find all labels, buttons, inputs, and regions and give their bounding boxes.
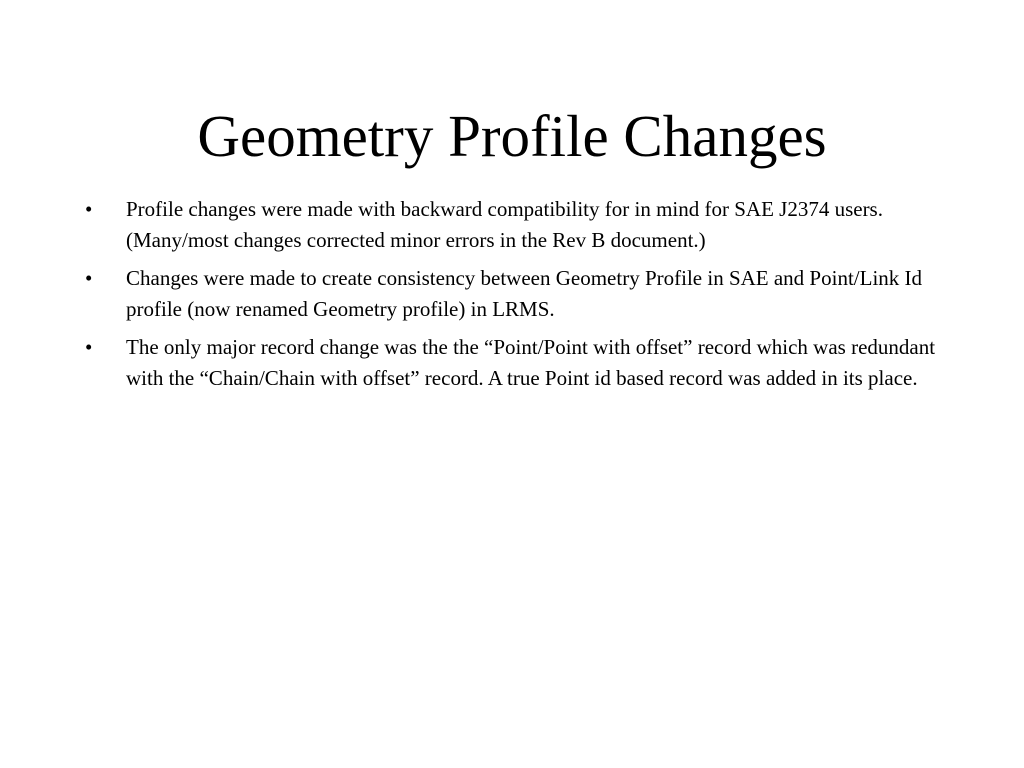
bullet-text: The only major record change was the the “Point/Point with offset” record which was redundant with the “Chain/Chain with offset” record. A true Point id based record was added in its place. xyxy=(126,335,936,390)
bullet-item xyxy=(85,332,945,394)
bullet-icon: • xyxy=(85,197,93,221)
bullet-item xyxy=(85,194,945,256)
slide-title: Geometry Profile Changes xyxy=(197,103,827,169)
bullet-icon: • xyxy=(85,335,93,359)
bullet-item xyxy=(85,263,945,325)
bullet-icon: • xyxy=(85,266,93,290)
bullet-text: Changes were made to create consistency between Geometry Profile in SAE and Point/Link Id profile (now renamed Geometry profile) in LRMS. xyxy=(126,266,923,321)
bullet-text: Profile changes were made with backward compatibility for in mind for SAE J2374 users. (Many/most changes corrected minor errors in the Rev B document.) xyxy=(126,197,883,252)
bullet-list xyxy=(85,194,945,401)
